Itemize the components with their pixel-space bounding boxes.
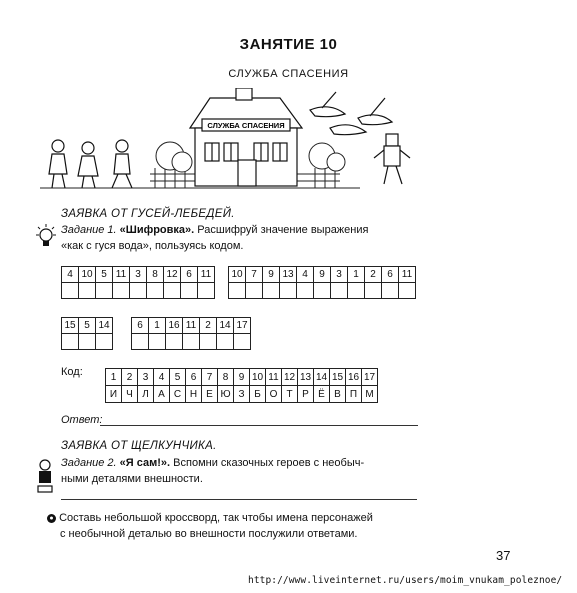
task2-answer-line[interactable] xyxy=(61,499,417,500)
task2-text-line1: Вспомни сказочных героев с необыч- xyxy=(173,457,365,469)
cipher-answer-cell[interactable] xyxy=(348,283,365,299)
code-number-cell: 2 xyxy=(122,369,138,386)
task1-text-line1: Расшифруй значение выражения xyxy=(197,224,369,236)
geese-illustration xyxy=(310,92,392,135)
code-letter-cell: З xyxy=(234,386,250,403)
crossword-task xyxy=(47,510,427,542)
cipher-answer-cell[interactable] xyxy=(399,283,416,299)
cipher-answer-cell[interactable] xyxy=(130,283,147,299)
cipher-answer-cell[interactable] xyxy=(62,334,79,350)
nutcracker-illustration xyxy=(374,134,410,184)
cipher-answer-cell[interactable] xyxy=(217,334,234,350)
cipher-number-cell: 10 xyxy=(79,267,96,283)
request1-heading: ЗАЯВКА ОТ ГУСЕЙ-ЛЕБЕДЕЙ. xyxy=(61,208,235,220)
rescue-service-illustration xyxy=(40,88,420,196)
cipher-answer-cell[interactable] xyxy=(365,283,382,299)
cipher-answer-cell[interactable] xyxy=(147,283,164,299)
code-letter-cell: С xyxy=(170,386,186,403)
cipher-answer-cell[interactable] xyxy=(79,283,96,299)
crossword-text-line2: с необычной деталью во внешности послужили ответами. xyxy=(60,528,358,540)
code-number-cell: 5 xyxy=(170,369,186,386)
cipher-number-cell: 4 xyxy=(297,267,314,283)
code-number-cell: 14 xyxy=(314,369,330,386)
cipher-number-cell: 12 xyxy=(164,267,181,283)
cipher-number-cell: 1 xyxy=(348,267,365,283)
code-letter-cell: Ё xyxy=(314,386,330,403)
code-letter-cell: Н xyxy=(186,386,202,403)
cipher-number-cell: 9 xyxy=(314,267,331,283)
code-number-cell: 7 xyxy=(202,369,218,386)
code-letter-cell: О xyxy=(266,386,282,403)
cipher-answer-cell[interactable] xyxy=(113,283,130,299)
cipher-number-cell: 16 xyxy=(166,318,183,334)
cipher-answer-cell[interactable] xyxy=(198,283,215,299)
code-number-cell: 8 xyxy=(218,369,234,386)
code-number-cell: 10 xyxy=(250,369,266,386)
cipher-number-cell: 2 xyxy=(200,318,217,334)
cipher-answer-cell[interactable] xyxy=(280,283,297,299)
code-number-cell: 16 xyxy=(346,369,362,386)
code-letter-cell: Ю xyxy=(218,386,234,403)
code-number-cell: 4 xyxy=(154,369,170,386)
code-label: Код: xyxy=(61,366,83,378)
cipher-answer-cell[interactable] xyxy=(200,334,217,350)
cipher-number-cell: 8 xyxy=(147,267,164,283)
code-number-cell: 13 xyxy=(298,369,314,386)
task2-prefix: Задание 2. xyxy=(61,457,117,469)
cipher-number-cell: 9 xyxy=(263,267,280,283)
code-number-cell: 1 xyxy=(106,369,122,386)
cipher-number-cell: 5 xyxy=(96,267,113,283)
cipher-number-cell: 1 xyxy=(149,318,166,334)
cipher-number-cell: 10 xyxy=(229,267,246,283)
cipher-number-cell: 15 xyxy=(62,318,79,334)
page-number: 37 xyxy=(496,548,511,563)
cipher-group-1 xyxy=(61,266,215,299)
cipher-answer-cell[interactable] xyxy=(181,283,198,299)
cipher-group-4 xyxy=(131,317,251,350)
code-letter-cell: П xyxy=(346,386,362,403)
code-letter-cell: В xyxy=(330,386,346,403)
cipher-number-cell: 17 xyxy=(234,318,251,334)
code-number-cell: 12 xyxy=(282,369,298,386)
cipher-answer-cell[interactable] xyxy=(79,334,96,350)
cipher-answer-cell[interactable] xyxy=(297,283,314,299)
cipher-number-cell: 11 xyxy=(399,267,416,283)
cipher-answer-cell[interactable] xyxy=(331,283,348,299)
cipher-answer-cell[interactable] xyxy=(164,283,181,299)
task1-prefix: Задание 1. xyxy=(61,224,117,236)
cipher-answer-cell[interactable] xyxy=(314,283,331,299)
task1-text xyxy=(61,222,421,254)
cipher-answer-cell[interactable] xyxy=(382,283,399,299)
person-icon xyxy=(35,458,55,494)
cipher-answer-cell[interactable] xyxy=(132,334,149,350)
cipher-number-cell: 3 xyxy=(130,267,147,283)
code-letter-cell: Т xyxy=(282,386,298,403)
code-number-cell: 9 xyxy=(234,369,250,386)
cipher-number-cell: 3 xyxy=(331,267,348,283)
children-illustration xyxy=(49,140,132,188)
cipher-group-3 xyxy=(61,317,113,350)
cipher-number-cell: 6 xyxy=(181,267,198,283)
code-number-cell: 17 xyxy=(362,369,378,386)
code-number-cell: 3 xyxy=(138,369,154,386)
cipher-answer-cell[interactable] xyxy=(234,334,251,350)
request2-heading: ЗАЯВКА ОТ ЩЕЛКУНЧИКА. xyxy=(61,440,217,452)
cipher-number-cell: 2 xyxy=(365,267,382,283)
code-number-cell: 11 xyxy=(266,369,282,386)
task2-text-line2: ными деталями внешности. xyxy=(61,473,203,485)
code-letter-cell: Р xyxy=(298,386,314,403)
code-letter-cell: А xyxy=(154,386,170,403)
code-letter-cell: Л xyxy=(138,386,154,403)
cipher-group-2 xyxy=(228,266,416,299)
cipher-answer-cell[interactable] xyxy=(149,334,166,350)
cipher-number-cell: 13 xyxy=(280,267,297,283)
cipher-answer-cell[interactable] xyxy=(96,334,113,350)
task1-text-line2: «как с гуся вода», пользуясь кодом. xyxy=(61,240,244,252)
cipher-answer-cell[interactable] xyxy=(96,283,113,299)
building-sign: СЛУЖБА СПАСЕНИЯ xyxy=(207,121,285,130)
building-illustration xyxy=(190,88,302,186)
bullet-icon: ● xyxy=(47,514,56,523)
cipher-number-cell: 4 xyxy=(62,267,79,283)
code-letter-cell: Е xyxy=(202,386,218,403)
cipher-number-cell: 14 xyxy=(96,318,113,334)
lesson-title: ЗАНЯТИЕ 10 xyxy=(239,36,338,53)
cipher-answer-cell[interactable] xyxy=(166,334,183,350)
cipher-number-cell: 5 xyxy=(79,318,96,334)
cipher-number-cell: 7 xyxy=(246,267,263,283)
cipher-number-cell: 6 xyxy=(132,318,149,334)
cipher-number-cell: 14 xyxy=(217,318,234,334)
code-letter-cell: И xyxy=(106,386,122,403)
code-table xyxy=(105,368,378,403)
cipher-answer-cell[interactable] xyxy=(62,283,79,299)
lightbulb-icon xyxy=(34,224,58,252)
code-letter-cell: Б xyxy=(250,386,266,403)
task2-name: «Я сам!». xyxy=(119,457,171,469)
code-number-cell: 6 xyxy=(186,369,202,386)
cipher-answer-cell[interactable] xyxy=(246,283,263,299)
code-letter-cell: Ч xyxy=(122,386,138,403)
cipher-answer-cell[interactable] xyxy=(183,334,200,350)
task1-name: «Шифровка». xyxy=(119,224,195,236)
answer-line[interactable] xyxy=(100,425,418,426)
cipher-number-cell: 11 xyxy=(113,267,130,283)
cipher-number-cell: 11 xyxy=(183,318,200,334)
source-url[interactable]: http://www.liveinternet.ru/users/moim_vnukam_poleznoe/ xyxy=(248,575,563,586)
answer-label: Ответ: xyxy=(61,414,103,426)
code-letter-cell: М xyxy=(362,386,378,403)
cipher-number-cell: 11 xyxy=(198,267,215,283)
section-subtitle: СЛУЖБА СПАСЕНИЯ xyxy=(228,68,349,80)
cipher-number-cell: 6 xyxy=(382,267,399,283)
task2-text xyxy=(61,455,421,487)
crossword-text-line1: Составь небольшой кроссворд, так чтобы имена персонажей xyxy=(59,512,373,524)
cipher-answer-cell[interactable] xyxy=(229,283,246,299)
cipher-answer-cell[interactable] xyxy=(263,283,280,299)
code-number-cell: 15 xyxy=(330,369,346,386)
